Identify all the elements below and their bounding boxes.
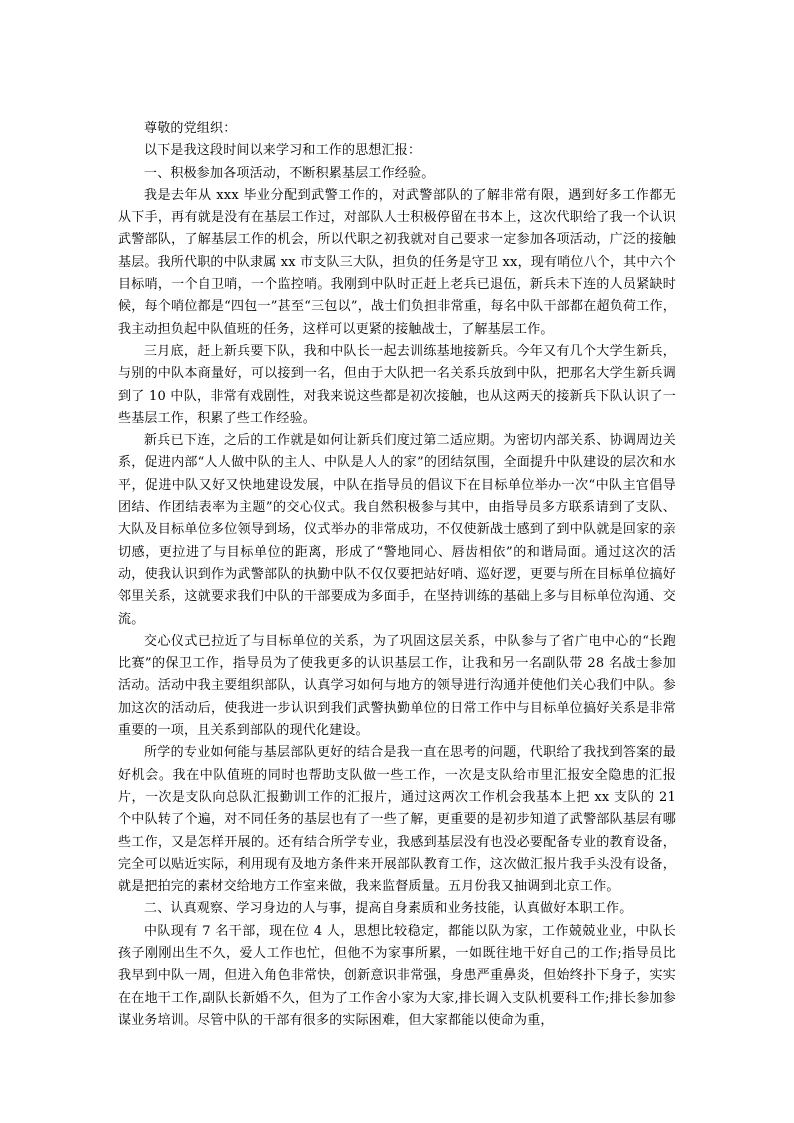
document-page <box>118 118 676 1032</box>
salutation: 尊敬的党组织： <box>144 121 237 136</box>
paragraph-2: 三月底，赶上新兵要下队，我和中队长一起去训练基地接新兵。今年又有几个大学生新兵，与别的中队本商量好，可以接到一名，但由于大队把一名关系兵放到中队，把那名大学生新兵调到了 10 中队，非常有戏剧性，对我来说这些都是初次接触，也从这两天的接新兵下队认识了一些基层工作，积累了些工作经验。 <box>118 343 676 426</box>
paragraph-4: 交心仪式已拉近了与目标单位的关系，为了巩固这层关系，中队参与了省广电中心的“长跑比赛”的保卫工作，指导员为了使我更多的认识基层工作，让我和另一名副队带 28 名战士参加活动。活动中我主要组织部队，认真学习如何与地方的领导进行沟通并使他们关心我们中队。参加这次的活动后，使我进一步认识到我们武警执勤单位的日常工作中与目标单位搞好关系是非常重要的一项，且关系到部队的现代化建设。 <box>118 633 676 739</box>
section-heading-1: 一、积极参加各项活动，不断积累基层工作经验。 <box>144 165 435 181</box>
section-heading-2: 二、认真观察、学习身边的人与事，提高自身素质和业务技能，认真做好本职工作。 <box>144 901 633 917</box>
intro-line: 以下是我这段时间以来学习和工作的思想汇报： <box>144 143 422 159</box>
paragraph-3: 新兵已下连，之后的工作就是如何让新兵们度过第二适应期。为密切内部关系、协调周边关系，促进内部“人人做中队的主人、中队是人人的家”的团结氛围，全面提升中队建设的层次和水平，促进中队又好又快地建设发展，中队在指导员的倡议下在目标单位举办一次“中队主官倡导团结、作团结表率为主题”的交心仪式。我自然积极参与其中，由指导员多方联系请到了支队、大队及目标单位多位领导到场，仪式举办的非常成功，不仅使新战士感到了到中队就是回家的亲切感，更拉进了与目标单位的距离，形成了“警地同心、唇齿相依”的和谐局面。通过这次的活动，使我认识到作为武警部队的执勤中队不仅仅要把站好哨、巡好逻，更要与所在目标单位搞好邻里关系，这就要求我们中队的干部要成为多面手，在坚持训练的基础上多与目标单位沟通、交流。 <box>118 433 676 627</box>
paragraph-5: 所学的专业如何能与基层部队更好的结合是我一直在思考的问题，代职给了我找到答案的最好机会。我在中队值班的同时也帮助支队做一些工作，一次是支队给市里汇报安全隐患的汇报片，一次是支队向总队汇报勤训工作的汇报片，通过这两次工作机会我基本上把 xx 支队的 21 个中队转了个遍，对不同任务的基层也有了一些了解，更重要的是初步知道了武警部队基层有哪些工作，又是怎样开展的。还有结合所学专业，我感到基层没有也没必要配备专业的教育设备，完全可以贴近实际，利用现有及地方条件来开展部队教育工作，这次做汇报片我手头没有设备，就是把拍完的素材交给地方工作室来做，我来监督质量。五月份我又抽调到北京工作。 <box>118 745 676 895</box>
paragraph-1: 我是去年从 xxx 毕业分配到武警工作的，对武警部队的了解非常有限，遇到好多工作都无从下手，再有就是没有在基层工作过，对部队人士积极停留在书本上，这次代职给了我一个认识武警部队，了解基层工作的机会，所以代职之初我就对自己要求一定参加各项活动，广泛的接触基层。我所代职的中队隶属 xx 市支队三大队，担负的任务是守卫 xx，现有哨位八个，其中六个目标哨，一个自卫哨，一个监控哨。我刚到中队时正赶上老兵已退伍，新兵未下连的人员紧缺时候，每个哨位都是“四包一”甚至“三包以”，战士们负担非常重，每名中队干部都在超负荷工作，我主动担负起中队值班的任务，这样可以更紧的接触战士，了解基层工作。 <box>118 187 676 337</box>
paragraph-6: 中队现有 7 名干部，现在位 4 人，思想比较稳定，都能以队为家，工作兢兢业业，中队长孩子刚刚出生不久，爱人工作也忙，但他不为家事所累，一如既往地干好自己的工作;指导员比我早到中队一周，但进入角色非常快，创新意识非常强，身患严重鼻炎，但始终扑下身子，实实在在地干工作,副队长新婚不久，但为了工作舍小家为大家,排长调入支队机要科工作;排长参加参谋业务培训。尽管中队的干部有很多的实际困难，但大家都能以使命为重， <box>118 923 676 1028</box>
